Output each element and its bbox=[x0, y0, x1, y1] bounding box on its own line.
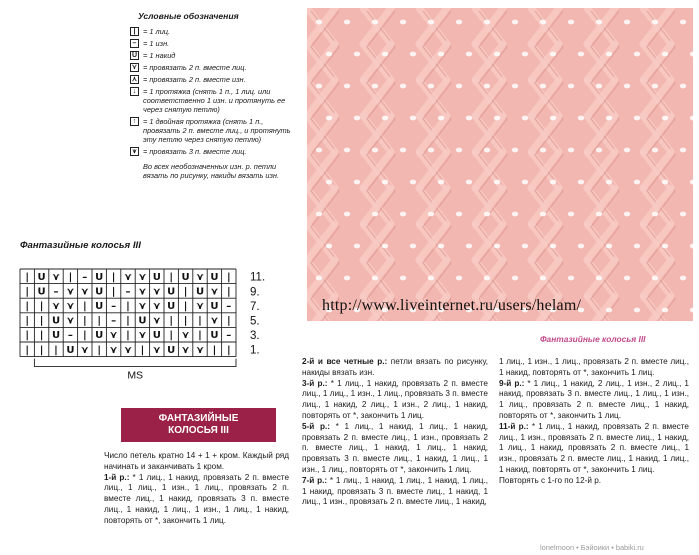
eyelet-hole bbox=[578, 116, 584, 121]
chart-cell-symbol: | bbox=[198, 315, 202, 327]
chart-cell-symbol: ⋎ bbox=[210, 286, 219, 298]
eyelet-hole bbox=[410, 52, 416, 57]
eyelet-hole bbox=[410, 116, 416, 121]
chart-cell-symbol: U bbox=[210, 301, 219, 313]
chart-cell-symbol: – bbox=[53, 286, 59, 298]
eyelet-hole bbox=[624, 148, 630, 153]
chart-cell-symbol: | bbox=[97, 344, 102, 356]
chart-cell-symbol: | bbox=[39, 315, 44, 327]
chart-cell-symbol: – bbox=[226, 301, 232, 313]
eyelet-hole bbox=[494, 244, 500, 249]
row-label: 11-й р.: bbox=[499, 421, 529, 431]
eyelet-hole bbox=[606, 180, 612, 185]
chart-cell-symbol: | bbox=[97, 315, 102, 327]
chart-cell-symbol: U bbox=[152, 330, 161, 342]
chart-cell-symbol: | bbox=[226, 286, 231, 298]
instruction-text: 1 лиц., 1 изн., 1 лиц., провязать 2 п. вместе лиц., 1 накид, повторять от *, закончить 1 лиц. bbox=[499, 357, 689, 377]
eyelet-hole bbox=[372, 212, 378, 217]
chart-cell-symbol: U bbox=[152, 271, 161, 283]
eyelet-hole bbox=[662, 180, 668, 185]
eyelet-hole bbox=[624, 84, 630, 89]
chart-cell-symbol: ⋎ bbox=[80, 286, 89, 298]
legend bbox=[130, 8, 300, 180]
eyelet-hole bbox=[596, 276, 602, 281]
eyelet-hole bbox=[522, 116, 528, 121]
chart-cell-symbol: | bbox=[82, 330, 87, 342]
pattern-banner bbox=[121, 408, 276, 442]
chart-cell-symbol: ⋎ bbox=[195, 344, 205, 356]
chart-cell-symbol: | bbox=[198, 330, 202, 342]
chart-cell-symbol: ⋎ bbox=[51, 271, 61, 283]
legend-row bbox=[130, 117, 300, 144]
chart-cell-symbol: – bbox=[111, 315, 117, 327]
eyelet-hole bbox=[662, 244, 668, 249]
instruction-paragraph bbox=[302, 422, 488, 476]
eyelet-hole bbox=[382, 244, 388, 249]
eyelet-hole bbox=[354, 244, 360, 249]
chart-cell-symbol: ⋎ bbox=[80, 344, 89, 356]
instruction-text: * 1 лиц., 1 накид, провязать 2 п. вместе лиц., 1 изн., провязать 2 п. вместе лиц., 1 накид, 1 лиц., 1 накид, провязать 2 п. вместе лиц., 1 изн., провязать 2 п. вместе лиц., 1 накид, 1 лиц., 1 накид, повторять от *, закончить 1 лиц. bbox=[499, 421, 689, 474]
chart-cell-symbol: – bbox=[67, 330, 73, 342]
instruction-paragraph bbox=[302, 357, 488, 379]
chart-cell-symbol: ⋎ bbox=[138, 330, 147, 342]
eyelet-hole bbox=[540, 148, 546, 153]
instruction-paragraph bbox=[499, 422, 689, 476]
eyelet-hole bbox=[652, 20, 658, 25]
eyelet-hole bbox=[466, 116, 472, 121]
chart-cell-symbol: | bbox=[82, 301, 87, 313]
eyelet-hole bbox=[596, 84, 602, 89]
chart-cell-symbol: | bbox=[183, 315, 188, 327]
chart-cell-symbol: | bbox=[140, 344, 145, 356]
chart-cell-symbol: ⋎ bbox=[66, 301, 75, 313]
knit-icon: | bbox=[130, 27, 139, 36]
legend-row bbox=[130, 51, 300, 60]
chart-cell-symbol: U bbox=[181, 271, 190, 283]
row-number: 9. bbox=[250, 286, 260, 299]
chart-cell-symbol: U bbox=[210, 271, 219, 283]
chart-cell-symbol: ⋎ bbox=[195, 301, 205, 313]
p2tog-icon: ⋏ bbox=[131, 76, 138, 83]
eyelet-hole bbox=[428, 84, 434, 89]
eyelet-hole bbox=[344, 84, 350, 89]
chart-cell-symbol: | bbox=[39, 344, 44, 356]
instruction-paragraph bbox=[302, 379, 488, 422]
eyelet-hole bbox=[568, 276, 574, 281]
eyelet-hole bbox=[522, 244, 528, 249]
legend-text: = 1 изн. bbox=[143, 39, 170, 48]
chart-cell-symbol: U bbox=[210, 330, 219, 342]
eyelet-hole bbox=[606, 52, 612, 57]
chart-cell-symbol: ⋎ bbox=[138, 271, 147, 283]
eyelet-hole bbox=[428, 20, 434, 25]
chart-cell-symbol: U bbox=[66, 344, 75, 356]
row-number: 5. bbox=[250, 315, 260, 328]
chart-cell-symbol: | bbox=[25, 271, 30, 283]
chart-cell-symbol: ⋎ bbox=[152, 315, 161, 327]
eyelet-hole bbox=[326, 180, 332, 185]
chart-cell-symbol: U bbox=[95, 286, 104, 298]
k3tog-icon: ⩛ bbox=[130, 147, 139, 156]
eyelet-hole bbox=[568, 212, 574, 217]
eyelet-hole bbox=[494, 52, 500, 57]
instruction-text: * 1 лиц., 1 накид, 1 лиц., 1 накид, провязать 2 п. вместе лиц., 1 изн., провязать 2 п. вместе лиц., 1 накид, 1 лиц., 1 накид, провязать 3 п. вместе лиц., 1 накид, 1 лиц., 1 изн., 1 лиц., повторять от *, закончить 1 лиц. bbox=[302, 421, 488, 474]
chart-cell-symbol: | bbox=[126, 315, 130, 327]
chart-cell-symbol: U bbox=[37, 271, 46, 283]
chart-cell-symbol: – bbox=[82, 271, 88, 283]
chart-cell-symbol: | bbox=[226, 271, 231, 283]
instructions-column-3 bbox=[499, 357, 689, 487]
eyelet-hole bbox=[400, 84, 406, 89]
eyelet-hole bbox=[652, 276, 658, 281]
instruction-text: * 1 лиц., 1 накид, 1 лиц., 1 накид, 1 лиц., 1 накид, провязать 3 п. вместе лиц., 1 накид, 1 лиц., 1 изн., провязать 2 п. вместе лиц., 1 накид, bbox=[302, 475, 489, 507]
legend-row bbox=[130, 75, 300, 84]
eyelet-hole bbox=[484, 212, 490, 217]
eyelet-hole bbox=[634, 244, 640, 249]
eyelet-hole bbox=[466, 180, 472, 185]
chart-cell-symbol: ⋎ bbox=[181, 330, 190, 342]
eyelet-hole bbox=[410, 180, 416, 185]
eyelet-hole bbox=[456, 276, 462, 281]
eyelet-hole bbox=[512, 20, 518, 25]
eyelet-hole bbox=[372, 276, 378, 281]
eyelet-hole bbox=[428, 212, 434, 217]
eyelet-hole bbox=[466, 244, 472, 249]
eyelet-hole bbox=[512, 148, 518, 153]
instructions-column-1 bbox=[104, 451, 289, 527]
chart-cell-symbol: | bbox=[226, 315, 231, 327]
eyelet-hole bbox=[344, 20, 350, 25]
row-label: 1-й р.: bbox=[104, 472, 130, 482]
chart-cell-symbol: | bbox=[68, 271, 73, 283]
chart-cell-symbol: | bbox=[25, 301, 30, 313]
eyelet-hole bbox=[550, 180, 556, 185]
chart-cell-symbol: ⋎ bbox=[66, 315, 75, 327]
chart-cell-symbol: | bbox=[25, 344, 30, 356]
eyelet-hole bbox=[512, 212, 518, 217]
instruction-text: Число петель кратно 14 + 1 + кром. Каждый ряд начинать и заканчивать 1 кром. bbox=[104, 451, 289, 471]
eyelet-hole bbox=[484, 276, 490, 281]
chart-cell-symbol: | bbox=[82, 315, 87, 327]
row-number: 3. bbox=[250, 330, 260, 343]
eyelet-hole bbox=[428, 276, 434, 281]
chart-cell-symbol: ⋎ bbox=[123, 344, 133, 356]
chart-cell-symbol: U bbox=[95, 301, 104, 313]
legend-row bbox=[130, 39, 300, 48]
eyelet-hole bbox=[568, 84, 574, 89]
row-label: 7-й р.: bbox=[302, 475, 328, 485]
eyelet-hole bbox=[466, 52, 472, 57]
eyelet-hole bbox=[484, 148, 490, 153]
chart-cell-symbol: | bbox=[169, 315, 174, 327]
legend-text: = провязать 3 п. вместе лиц. bbox=[143, 147, 247, 156]
eyelet-hole bbox=[372, 84, 378, 89]
chart-cell-symbol: ⋎ bbox=[109, 344, 118, 356]
eyelet-hole bbox=[344, 276, 350, 281]
instruction-paragraph bbox=[499, 379, 689, 422]
legend-text: = провязать 2 п. вместе лиц. bbox=[143, 63, 247, 72]
eyelet-hole bbox=[652, 148, 658, 153]
eyelet-hole bbox=[634, 116, 640, 121]
eyelet-hole bbox=[410, 244, 416, 249]
chart-cell-symbol: ⋎ bbox=[152, 301, 161, 313]
chart-cell-symbol: U bbox=[195, 286, 205, 298]
chart-cell-symbol: – bbox=[226, 330, 232, 342]
instruction-paragraph bbox=[499, 357, 689, 379]
chart-cell-symbol: | bbox=[39, 301, 44, 313]
instruction-paragraph bbox=[104, 451, 289, 473]
chart-cell-symbol: U bbox=[51, 315, 61, 327]
eyelet-hole bbox=[456, 212, 462, 217]
eyelet-hole bbox=[634, 180, 640, 185]
chart-cell-symbol: – bbox=[111, 301, 117, 313]
eyelet-hole bbox=[680, 212, 686, 217]
repeat-bracket bbox=[34, 359, 236, 367]
legend-text: = 1 двойная протяжка (снять 1 п., провязать 2 п. вместе лиц., и протянуть эту петлю через снятую петлю) bbox=[143, 117, 291, 144]
instruction-text: * 1 лиц., 1 накид, провязать 2 п. вместе лиц., 1 лиц., 1 изн., 1 лиц., провязать 2 п. вместе лиц., 1 накид, провязать 3 п. вместе лиц., 1 накид, 1 лиц., 1 изн., 1 лиц., 1 накид, повторять от *, закончить 1 лиц. bbox=[104, 472, 289, 525]
legend-title: Условные обозначения bbox=[138, 11, 239, 21]
chart-cell-symbol: U bbox=[138, 315, 147, 327]
eyelet-hole bbox=[456, 84, 462, 89]
knitting-chart bbox=[0, 255, 290, 395]
eyelet-hole bbox=[344, 148, 350, 153]
legend-note: Во всех необозначенных изн. р. петли вязать по рисунку, накиды вязать изн. bbox=[143, 162, 280, 180]
legend-list bbox=[130, 27, 300, 156]
eyelet-hole bbox=[550, 116, 556, 121]
eyelet-hole bbox=[624, 276, 630, 281]
chart-cell-symbol: | bbox=[54, 344, 58, 356]
eyelet-hole bbox=[484, 20, 490, 25]
row-number: 1. bbox=[250, 344, 260, 357]
chart-cell-symbol: | bbox=[111, 286, 116, 298]
chart-cell-symbol: U bbox=[95, 271, 104, 283]
eyelet-hole bbox=[316, 20, 322, 25]
chart-cell-symbol: ⋎ bbox=[210, 315, 219, 327]
eyelet-hole bbox=[606, 308, 612, 313]
eyelet-hole bbox=[634, 52, 640, 57]
chart-cell-symbol: | bbox=[111, 271, 116, 283]
instruction-text: * 1 лиц., 1 накид, провязать 2 п. вместе лиц., 1 лиц., 1 изн., 1 лиц., провязать 3 п. вместе лиц., 1 накид, 2 лиц., 1 изн., 2 лиц., 1 накид, повторять от *, закончить 1 лиц. bbox=[302, 378, 488, 420]
eyelet-hole bbox=[316, 148, 322, 153]
eyelet-hole bbox=[596, 148, 602, 153]
eyelet-hole bbox=[372, 20, 378, 25]
legend-row bbox=[130, 87, 300, 114]
eyelet-hole bbox=[652, 212, 658, 217]
eyelet-hole bbox=[512, 276, 518, 281]
eyelet-hole bbox=[662, 308, 668, 313]
eyelet-hole bbox=[512, 84, 518, 89]
eyelet-hole bbox=[326, 244, 332, 249]
eyelet-hole bbox=[494, 180, 500, 185]
chart-cell-symbol: | bbox=[126, 330, 130, 342]
eyelet-hole bbox=[540, 20, 546, 25]
eyelet-hole bbox=[662, 116, 668, 121]
knitting-photo bbox=[307, 8, 693, 321]
eyelet-hole bbox=[568, 20, 574, 25]
instruction-text: * 1 лиц., 1 накид, 2 лиц., 1 изн., 2 лиц., 1 накид, провязать 3 п. вместе лиц., 1 лиц., 1 изн., 1 лиц., провязать 2 п. вместе лиц., 1 накид, повторять от *, закончить 1 лиц. bbox=[499, 378, 689, 420]
chart-cell-symbol: U bbox=[167, 286, 176, 298]
eyelet-hole bbox=[680, 276, 686, 281]
legend-text: = 1 накид bbox=[143, 51, 176, 60]
yarn-over-icon: U bbox=[131, 52, 138, 59]
chart-cell-symbol: U bbox=[95, 330, 104, 342]
eyelet-hole bbox=[400, 212, 406, 217]
chart-title: Фантазийные колосья III bbox=[20, 240, 141, 251]
eyelet-hole bbox=[438, 180, 444, 185]
instruction-paragraph bbox=[104, 473, 289, 527]
skp-icon: ↓ bbox=[130, 87, 139, 96]
eyelet-hole bbox=[316, 84, 322, 89]
eyelet-hole bbox=[354, 52, 360, 57]
eyelet-hole bbox=[680, 20, 686, 25]
legend-row bbox=[130, 63, 300, 72]
eyelet-hole bbox=[438, 116, 444, 121]
eyelet-hole bbox=[662, 52, 668, 57]
eyelet-hole bbox=[578, 180, 584, 185]
eyelet-hole bbox=[438, 52, 444, 57]
eyelet-hole bbox=[568, 148, 574, 153]
chart-cell-symbol: ⋎ bbox=[66, 286, 75, 298]
eyelet-hole bbox=[680, 148, 686, 153]
eyelet-hole bbox=[624, 212, 630, 217]
eyelet-hole bbox=[578, 52, 584, 57]
chart-cell-symbol: | bbox=[169, 271, 174, 283]
photo-caption: Фантазийные колосья III bbox=[540, 334, 646, 344]
chart-cell-symbol: | bbox=[183, 301, 188, 313]
eyelet-hole bbox=[428, 148, 434, 153]
eyelet-hole bbox=[456, 20, 462, 25]
chart-cell-symbol: ⋎ bbox=[152, 344, 161, 356]
eyelet-hole bbox=[522, 180, 528, 185]
eyelet-hole bbox=[606, 116, 612, 121]
eyelet-hole bbox=[522, 52, 528, 57]
repeat-label: MS bbox=[127, 369, 144, 382]
eyelet-hole bbox=[484, 84, 490, 89]
eyelet-hole bbox=[624, 20, 630, 25]
row-number: 7. bbox=[250, 300, 260, 313]
eyelet-hole bbox=[326, 52, 332, 57]
banner-line-1: ФАНТАЗИЙНЫЕ bbox=[158, 413, 239, 424]
footer-credit: lonelmoon • Бэйоики • babiki.ru bbox=[540, 543, 644, 552]
eyelet-hole bbox=[606, 244, 612, 249]
legend-row bbox=[130, 27, 300, 36]
eyelet-hole bbox=[550, 244, 556, 249]
eyelet-hole bbox=[494, 116, 500, 121]
eyelet-hole bbox=[400, 276, 406, 281]
instruction-text: Повторять с 1-го по 12-й р. bbox=[499, 475, 602, 485]
instruction-paragraph bbox=[499, 476, 689, 487]
legend-row bbox=[130, 147, 300, 156]
row-number: 11. bbox=[250, 271, 266, 284]
instruction-text: петли вязать по рисунку, накиды вязать изн. bbox=[302, 357, 488, 377]
chart-cell-symbol: | bbox=[25, 330, 30, 342]
chart-cell-symbol: | bbox=[169, 330, 174, 342]
eyelet-hole bbox=[540, 84, 546, 89]
chart-cell-symbol: ⋎ bbox=[51, 301, 61, 313]
chart-cell-symbol: U bbox=[37, 286, 46, 298]
eyelet-hole bbox=[634, 308, 640, 313]
eyelet-hole bbox=[578, 244, 584, 249]
chart-cell-symbol: U bbox=[51, 330, 61, 342]
eyelet-hole bbox=[550, 52, 556, 57]
eyelet-hole bbox=[680, 84, 686, 89]
eyelet-hole bbox=[400, 20, 406, 25]
eyelet-hole bbox=[326, 116, 332, 121]
eyelet-hole bbox=[344, 212, 350, 217]
legend-text: = провязать 2 п. вместе изн. bbox=[143, 75, 246, 84]
purl-icon: – bbox=[130, 39, 139, 48]
chart-cell-symbol: ⋎ bbox=[109, 330, 118, 342]
chart-cell-symbol: ⋎ bbox=[138, 286, 147, 298]
eyelet-hole bbox=[382, 116, 388, 121]
chart-cell-symbol: | bbox=[126, 301, 130, 313]
eyelet-hole bbox=[382, 180, 388, 185]
chart-cell-symbol: U bbox=[167, 301, 176, 313]
chart-cell-symbol: | bbox=[226, 344, 231, 356]
chart-cell-symbol: ⋎ bbox=[152, 286, 161, 298]
eyelet-hole bbox=[316, 276, 322, 281]
legend-text: = 1 лиц. bbox=[143, 27, 171, 36]
row-label: 9-й р.: bbox=[499, 378, 525, 388]
k2tog-icon: ⋎ bbox=[131, 64, 138, 71]
chart-cell-symbol: | bbox=[39, 330, 44, 342]
chart-cell-symbol: – bbox=[125, 286, 131, 298]
chart-cell-symbol: | bbox=[212, 344, 217, 356]
knit-texture bbox=[307, 8, 693, 321]
eyelet-hole bbox=[382, 52, 388, 57]
eyelet-hole bbox=[354, 116, 360, 121]
row-label: 2-й и все четные р.: bbox=[302, 357, 388, 366]
row-label: 3-й р.: bbox=[302, 378, 328, 388]
instruction-paragraph bbox=[302, 476, 488, 508]
legend-text: = 1 протяжка (снять 1 п., 1 лиц. или соответственно 1 изн. и протянуть ее через снятую петлю) bbox=[143, 87, 286, 114]
eyelet-hole bbox=[438, 244, 444, 249]
row-label: 5-й р.: bbox=[302, 421, 330, 431]
chart-cell-symbol: ⋎ bbox=[138, 301, 147, 313]
chart-cell-symbol: | bbox=[183, 286, 188, 298]
eyelet-hole bbox=[652, 84, 658, 89]
eyelet-hole bbox=[400, 148, 406, 153]
eyelet-hole bbox=[596, 212, 602, 217]
eyelet-hole bbox=[596, 20, 602, 25]
eyelet-hole bbox=[372, 148, 378, 153]
eyelet-hole bbox=[456, 148, 462, 153]
instructions-column-2 bbox=[302, 357, 488, 508]
photo-watermark: http://www.liveinternet.ru/users/helam/ bbox=[322, 297, 582, 314]
eyelet-hole bbox=[540, 212, 546, 217]
double-skp-icon: ↑ bbox=[130, 117, 139, 126]
eyelet-hole bbox=[540, 276, 546, 281]
chart-cell-symbol: U bbox=[167, 344, 176, 356]
chart-cell-symbol: | bbox=[25, 286, 30, 298]
chart-cell-symbol: ⋎ bbox=[195, 271, 205, 283]
banner-line-2: КОЛОСЬЯ III bbox=[168, 425, 229, 436]
chart-cell-symbol: ⋎ bbox=[181, 344, 190, 356]
eyelet-hole bbox=[316, 212, 322, 217]
eyelet-hole bbox=[354, 180, 360, 185]
chart-cell-symbol: | bbox=[25, 315, 30, 327]
chart-cell-symbol: ⋎ bbox=[123, 271, 133, 283]
